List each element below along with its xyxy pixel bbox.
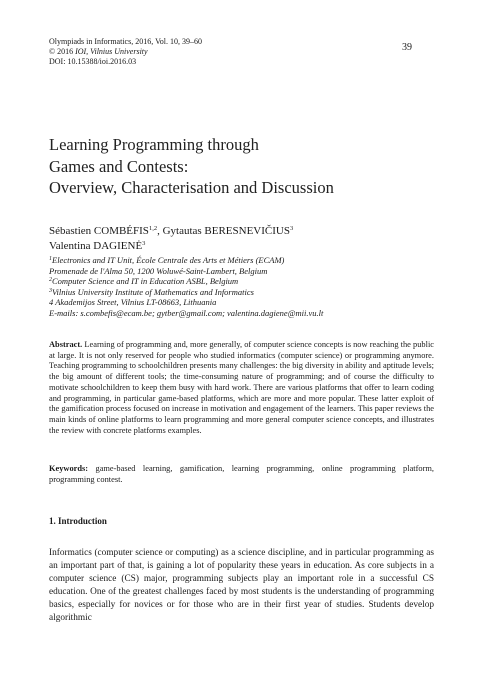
journal-citation: Olympiads in Informatics, 2016, Vol. 10, 39–60: [49, 37, 203, 46]
copyright-org: IOI, Vilnius University: [75, 47, 148, 56]
author-1-affil: 1,2: [148, 225, 158, 232]
author-separator: ,: [157, 225, 163, 237]
author-3-affil: 3: [142, 239, 146, 247]
copyright-prefix: © 2016: [49, 47, 76, 56]
affiliation-3-text: Vilnius University Institute of Mathematics and Informatics: [52, 286, 254, 297]
copyright-line: [49, 47, 202, 57]
authors-line-2: [49, 239, 449, 254]
keywords: [49, 464, 434, 485]
body-paragraph: Informatics (computer science or computing) as a science discipline, and in particular programming as an important part of that, is gaining a lot of popularity these years in education. As core subjects in a computer science (CS) major, programming subjects play an important role in a successful CS education. One of the greatest challenges faced by most students is the understanding of programming basics, especially for novices or for those who are in their first year of studies. Students develop algorithmic: [49, 548, 434, 623]
author-2: Gytautas BERESNEVIČIUS: [162, 225, 290, 237]
affiliation-1-address: Promenade de l'Alma 50, 1200 Woluwé-Saint-Lambert, Belgium: [49, 265, 268, 276]
abstract: [49, 340, 434, 436]
email-line: E-mails: s.combefis@ecam.be; gytber@gmail.com; valentina.dagiene@mii.vu.lt: [49, 307, 324, 318]
affiliation-1: [49, 255, 449, 266]
title-line-2: Games and Contests:: [49, 156, 189, 176]
keywords-text: game-based learning, gamification, learning programming, online programming platform, programming contest.: [49, 464, 434, 484]
title-line-1: Learning Programming through: [49, 135, 259, 154]
section-heading: 1. Introduction: [49, 516, 107, 526]
affiliation-1-text: Electronics and IT Unit, École Centrale des Arts et Métiers (ECAM): [52, 255, 285, 265]
author-1: Sébastien COMBÉFIS: [49, 225, 149, 237]
affiliations: [49, 255, 449, 319]
doi: DOI: 10.15388/ioi.2016.03: [49, 57, 137, 66]
affiliation-1-marker: 1: [49, 256, 52, 262]
page-number: 39: [402, 42, 412, 53]
affiliation-2: [49, 276, 449, 287]
author-list: [49, 224, 449, 253]
abstract-text: Learning of programming and, more generally, of computer science concepts is now reaching the public at large. It is not only reserved for people who studied informatics (computer science) or programming anymore. Teaching programming to schoolchildren presents many challenges: the big diversity in ability and aptitude levels; the big amount of different tools; the time-consuming nature of programming; and of course the difficulty to motivate schoolchildren to keep them busy with hard work. There are various platforms that offer to learn coding and programming, in particular game-based platforms, which are more and more popular. These latter exploit of the gamification process focused on increase in motivation and engagement of the learners. This paper reviews the main kinds of online platforms to learn programming and more general computer science concepts, and illustrates the review with concrete platforms examples.: [49, 340, 434, 435]
keywords-label: Keywords:: [49, 464, 89, 473]
paper-title: [49, 134, 439, 199]
authors-line-1: [49, 224, 449, 239]
affiliation-2-text: Computer Science and IT in Education ASBL, Belgium: [52, 276, 239, 287]
running-header: [49, 37, 202, 67]
title-line-3: Overview, Characterisation and Discussion: [49, 178, 334, 197]
affiliation-2-marker: 2: [49, 277, 52, 284]
affiliation-3-marker: 3: [49, 287, 52, 294]
affiliation-3: [49, 287, 449, 298]
author-3: Valentina DAGIENĖ: [49, 239, 143, 252]
author-2-affil: 3: [289, 225, 294, 232]
abstract-label: Abstract.: [49, 340, 83, 349]
affiliation-3-address: 4 Akademijos Street, Vilnius LT-08663, Lithuania: [49, 297, 217, 308]
